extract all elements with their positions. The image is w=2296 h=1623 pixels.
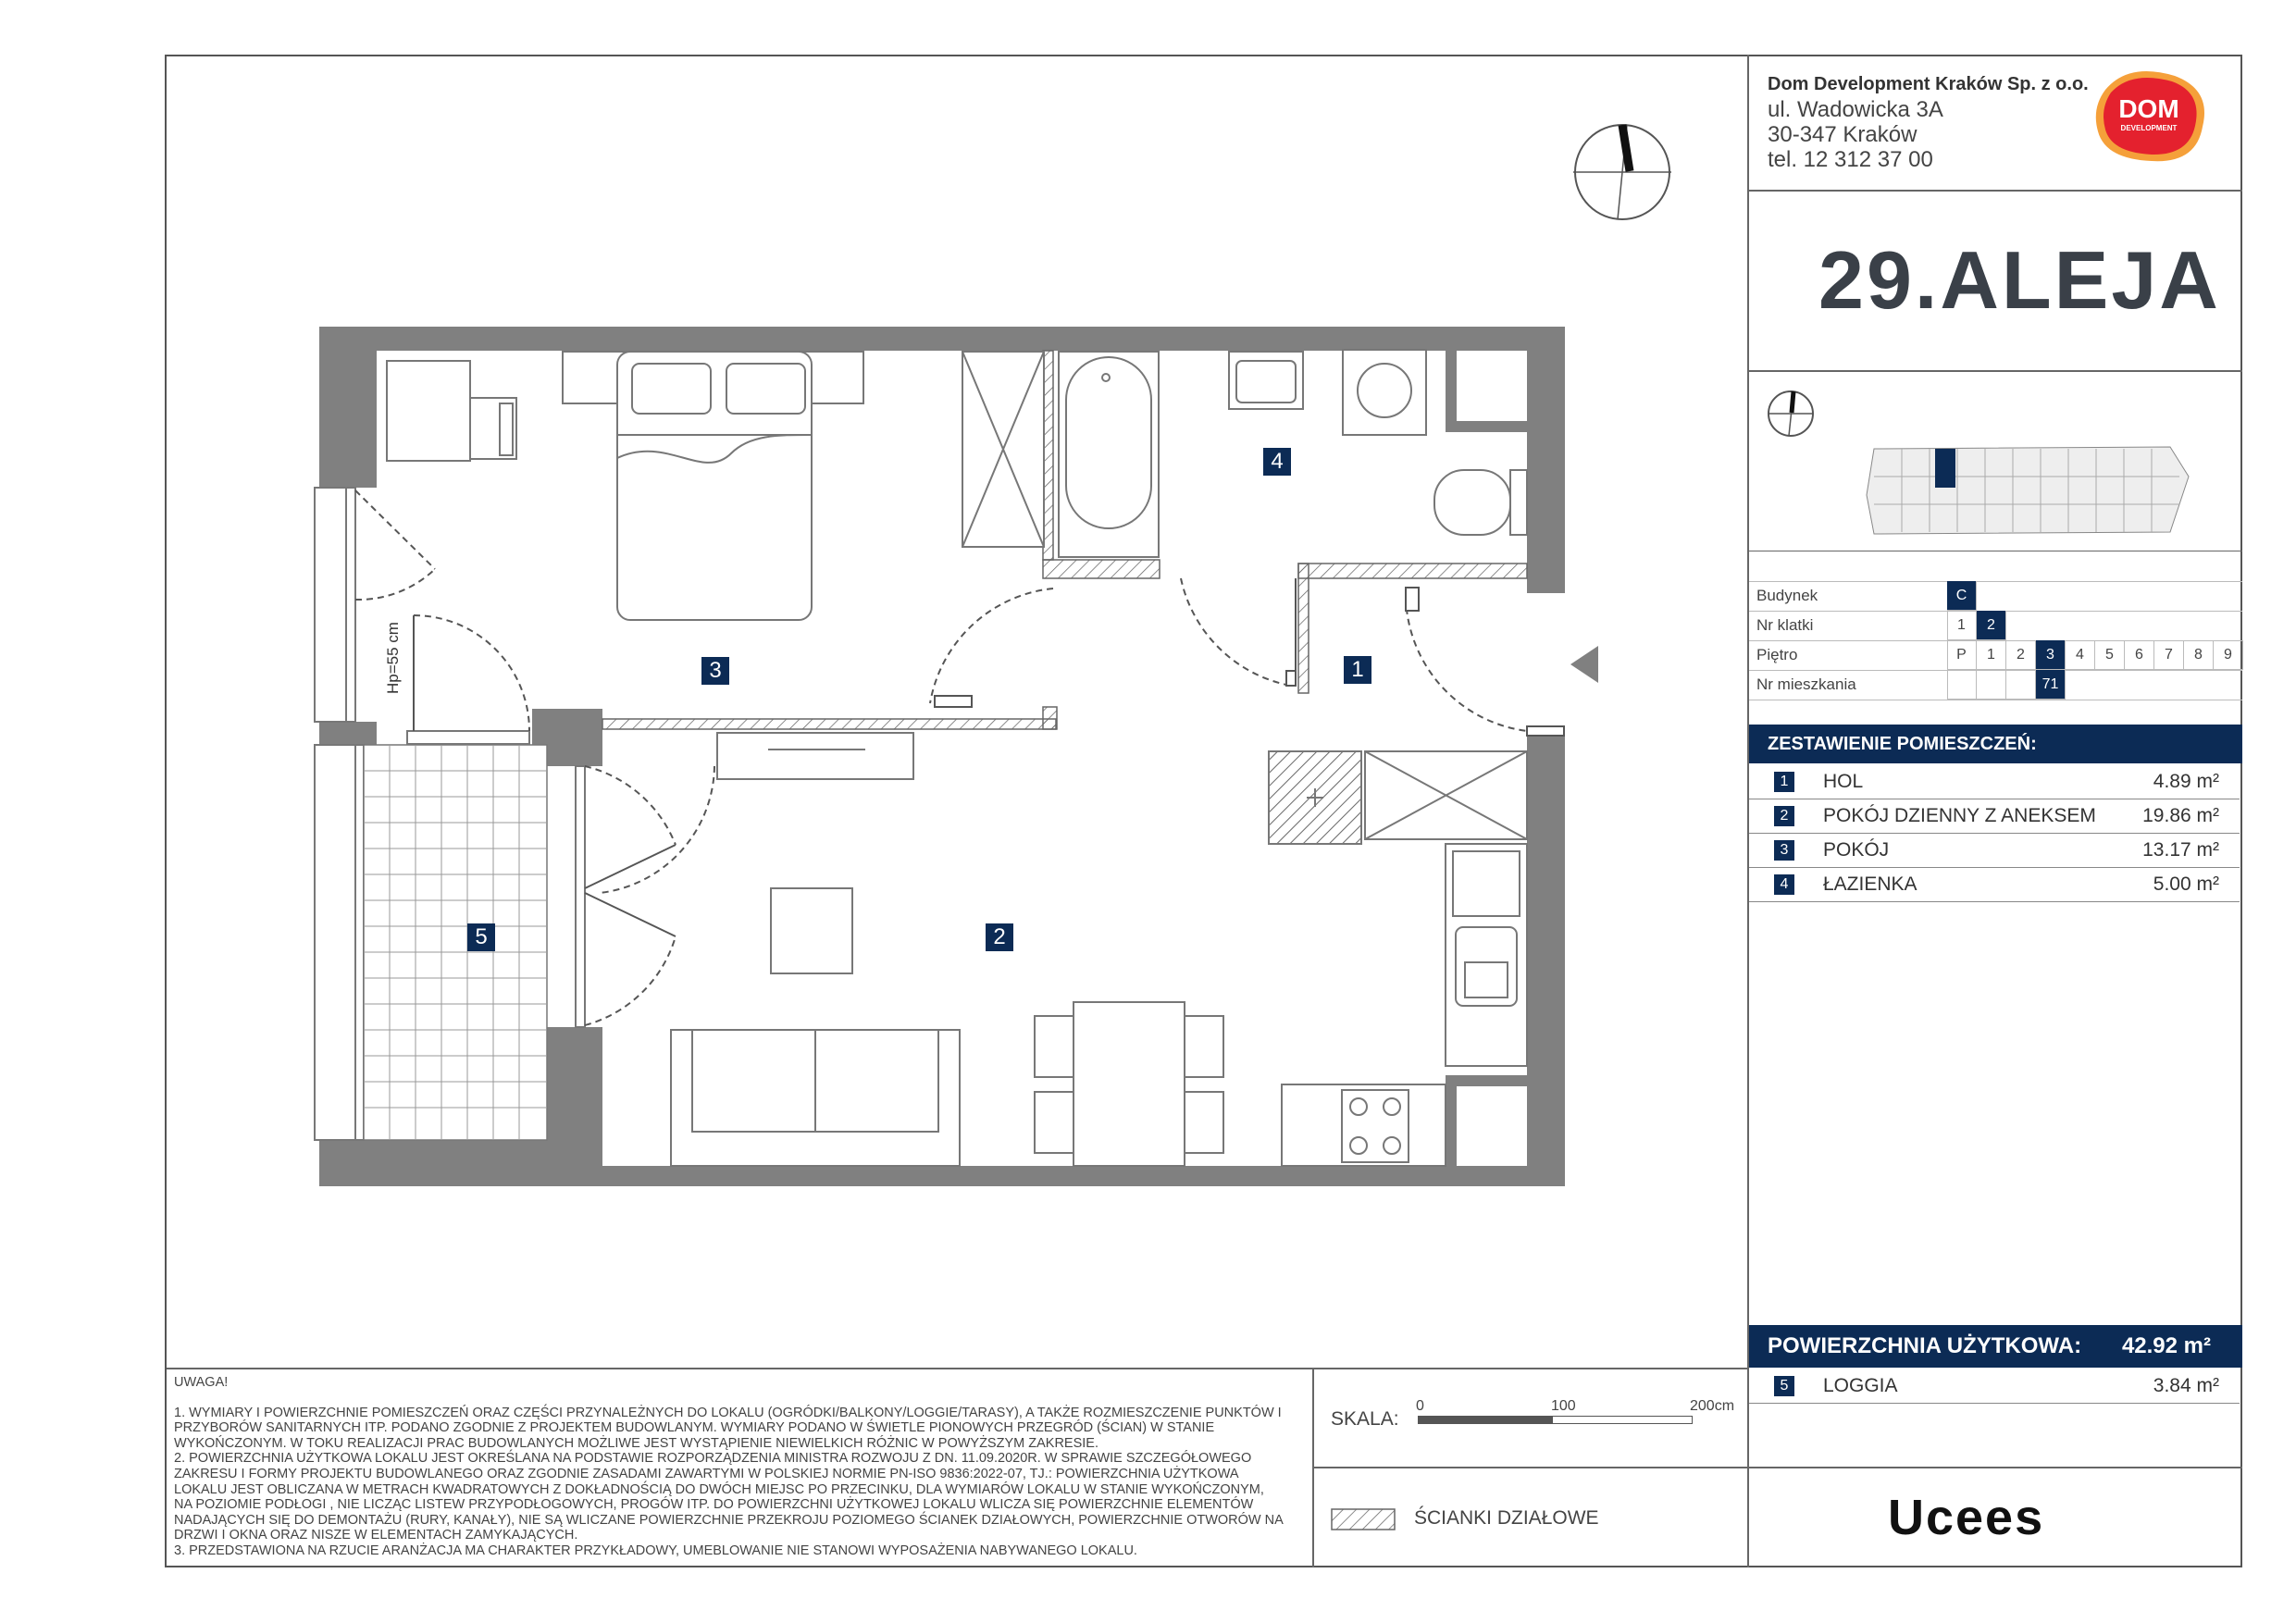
furniture-kitchen <box>1269 751 1527 1166</box>
room-row <box>1749 765 2240 799</box>
legend-label: ŚCIANKI DZIAŁOWE <box>1414 1507 1599 1529</box>
detail-cell: 5 <box>2095 640 2125 670</box>
usable-area-label: POWIERZCHNIA UŻYTKOWA: <box>1768 1333 2082 1358</box>
compass-icon <box>1573 125 1671 219</box>
notes-line: 3. PRZEDSTAWIONA NA RZUCIE ARANŻACJA MA CHARAKTER PRZYKŁADOWY, UMEBLOWANIE NIE STANOWI WYPOSAŻENIA NABYWANEGO LOKALU. <box>174 1542 1137 1558</box>
company-phone: tel. 12 312 37 00 <box>1768 147 1933 172</box>
detail-cell: 6 <box>2125 640 2154 670</box>
scale-bar-empty <box>1552 1416 1693 1424</box>
detail-cell <box>1947 670 1977 700</box>
furniture-bedroom <box>387 352 863 620</box>
detail-cell: 9 <box>2214 640 2243 670</box>
label-klatka: Nr klatki <box>1756 616 1814 634</box>
detail-cell: 7 <box>2154 640 2184 670</box>
divider <box>1312 1467 1749 1468</box>
notes-heading: UWAGA! <box>174 1375 229 1390</box>
project-logo: 29.ALEJA <box>1818 234 2221 326</box>
divider <box>1747 190 2242 192</box>
floor-plan <box>167 56 1749 1380</box>
room-number: 2 <box>1774 806 1794 826</box>
company-city: 30-347 Kraków <box>1768 122 1917 147</box>
detail-cell <box>1977 670 2006 700</box>
divider <box>1747 370 2242 372</box>
room-number: 3 <box>1774 840 1794 861</box>
loggia <box>315 615 676 1140</box>
room-name: POKÓJ DZIENNY Z ANEKSEM <box>1823 805 2096 826</box>
notes-line: NADAJĄCYCH SIĘ DO DEMONTAŻU (RURY, KANAŁY), NIE SĄ WLICZANE POWIERZCHNIE PRZEKROJU POZIOMEGO ŚCIANEK DZIAŁOWYCH, POWIERZCHNIE OTWORÓW NA <box>174 1512 1284 1528</box>
room-tag-3: 3 <box>701 657 729 685</box>
detail-cell: 3 <box>2036 640 2066 670</box>
logo-text: DOM <box>2118 94 2179 123</box>
company-street: ul. Wadowicka 3A <box>1768 97 1943 122</box>
detail-cell: 2 <box>2006 640 2036 670</box>
notes-line: DRZWI I OKNA ORAZ NISZE W ELEMENTACH ZAMYKAJĄCYCH. <box>174 1528 578 1543</box>
dom-development-logo <box>2087 67 2212 168</box>
room-number: 4 <box>1774 874 1794 895</box>
room-area: 13.17 m² <box>2142 839 2219 861</box>
room-name: LOGGIA <box>1823 1375 1898 1396</box>
room-tag-2: 2 <box>986 923 1013 951</box>
divider <box>1747 1467 2242 1468</box>
room-row <box>1749 868 2240 902</box>
room-area: 5.00 m² <box>2153 873 2219 895</box>
detail-cell <box>2006 670 2036 700</box>
window-bedroom <box>315 488 435 722</box>
room-tag-5: 5 <box>467 923 495 951</box>
divider <box>167 1368 1749 1369</box>
room-name: ŁAZIENKA <box>1823 873 1917 895</box>
detail-cell: 4 <box>2066 640 2095 670</box>
detail-cell: 8 <box>2184 640 2214 670</box>
unit-highlight <box>1935 449 1955 488</box>
company-name: Dom Development Kraków Sp. z o.o. <box>1768 74 2089 94</box>
notes <box>174 1375 1305 1559</box>
notes-line: PRZYBORÓW SANITARNYCH ITP. PODANO ZGODNIE Z PROJEKTEM BUDOWLANYM. WYMIARY PODANO W ŚWIETLE PIONOWYCH PRZEGRÓD (ŚCIAN) W STANIE <box>174 1420 1215 1436</box>
room-area: 4.89 m² <box>2153 771 2219 792</box>
usable-area-bar <box>1749 1325 2242 1368</box>
scale-tick-100: 100 <box>1551 1398 1576 1414</box>
room-name: POKÓJ <box>1823 839 1890 861</box>
notes-line: NA POZIOMIE PODŁOGI , NIE LICZĄC LISTEW PRZYPODŁOGOWYCH, PROGÓW ITP. DO POWIERZCHNI UŻYTKOWEJ LOKALU WLICZA SIĘ POWIERZCHNIE ELEMENTÓW <box>174 1497 1254 1513</box>
label-budynek: Budynek <box>1756 587 1818 604</box>
hatch-legend-icon <box>1331 1508 1396 1530</box>
room-number: 5 <box>1774 1376 1794 1396</box>
detail-cell: P <box>1947 640 1977 670</box>
room-area: 19.86 m² <box>2142 805 2219 826</box>
usable-area-value: 42.92 m² <box>2121 1333 2211 1358</box>
door-height-note: Hp=55 cm <box>384 622 402 694</box>
room-area: 3.84 m² <box>2153 1375 2219 1396</box>
key-plan <box>1763 384 2235 551</box>
label-mieszkanie: Nr mieszkania <box>1756 675 1856 693</box>
notes-line: WYKOŃCZONYM. W TOKU REALIZACJI PRAC BUDOWLANYCH MOŻLIWE JEST WYSTĄPIENIE NIEWIELKICH RÓŻNIC W POWYŻSZYM ZAKRESIE. <box>174 1435 1098 1451</box>
detail-cell: 1 <box>1947 611 1977 640</box>
room-row <box>1749 834 2240 868</box>
ucees-logo: Ucees <box>1888 1490 2045 1545</box>
rooms-heading: ZESTAWIENIE POMIESZCZEŃ: <box>1749 725 2242 763</box>
scale-tick-0: 0 <box>1416 1398 1424 1414</box>
room-number: 1 <box>1774 772 1794 792</box>
company-info <box>1768 70 2089 172</box>
notes-line: LOKALU JEST OBLICZANA W METRACH KWADRATOWYCH Z DOKŁADNOŚCIĄ DO DWÓCH MIEJSC PO PRZECINKU, DLA WYMIARÓW LOKALU W STANIE WYKOŃCZONYM, <box>174 1481 1264 1497</box>
detail-cell: 1 <box>1977 640 2006 670</box>
scale-bar-filled <box>1418 1416 1552 1424</box>
notes-line: 1. WYMIARY I POWIERZCHNIE POMIESZCZEŃ ORAZ CZĘŚCI PRZYNALEŻNYCH DO LOKALU (OGRÓDKI/BALKONY/LOGGIE/TARASY), A TAKŻE ROZMIESZCZENIE PUNKTÓW I <box>174 1405 1282 1420</box>
notes-line: ZAKRESU I FORMY PROJEKTU BUDOWLANEGO ORAZ ZGODNIE ZASADAMI ZAWARTYMI W POLSKIEJ NORMIE PN-ISO 9836:2022-07, TJ.: POWIERZCHNIA UŻYTKOWA <box>174 1466 1239 1481</box>
logo-subtext: DEVELOPMENT <box>2120 124 2178 132</box>
small-compass-icon <box>1769 391 1813 436</box>
notes-line: 2. POWIERZCHNIA UŻYTKOWA LOKALU JEST OKREŚLANA NA PODSTAWIE ROZPORZĄDZENIA MINISTRA ROZWOJU Z DN. 11.09.2020R. W SPRAWIE SZCZEGÓŁOWEGO <box>174 1451 1252 1467</box>
detail-cell: 2 <box>1977 611 2006 640</box>
scale-tick-200: 200cm <box>1690 1398 1735 1414</box>
detail-cell: 71 <box>2036 670 2066 700</box>
label-pietro: Piętro <box>1756 646 1798 663</box>
room-row <box>1749 799 2240 834</box>
room-tag-4: 4 <box>1263 448 1291 476</box>
furniture-living <box>671 733 1223 1166</box>
room-tag-1: 1 <box>1344 656 1371 684</box>
room-row <box>1749 1369 2240 1404</box>
scale-label: SKALA: <box>1331 1408 1399 1430</box>
room-name: HOL <box>1823 771 1864 792</box>
detail-cell: C <box>1947 581 1977 611</box>
entrance-arrow-icon <box>1570 646 1598 683</box>
